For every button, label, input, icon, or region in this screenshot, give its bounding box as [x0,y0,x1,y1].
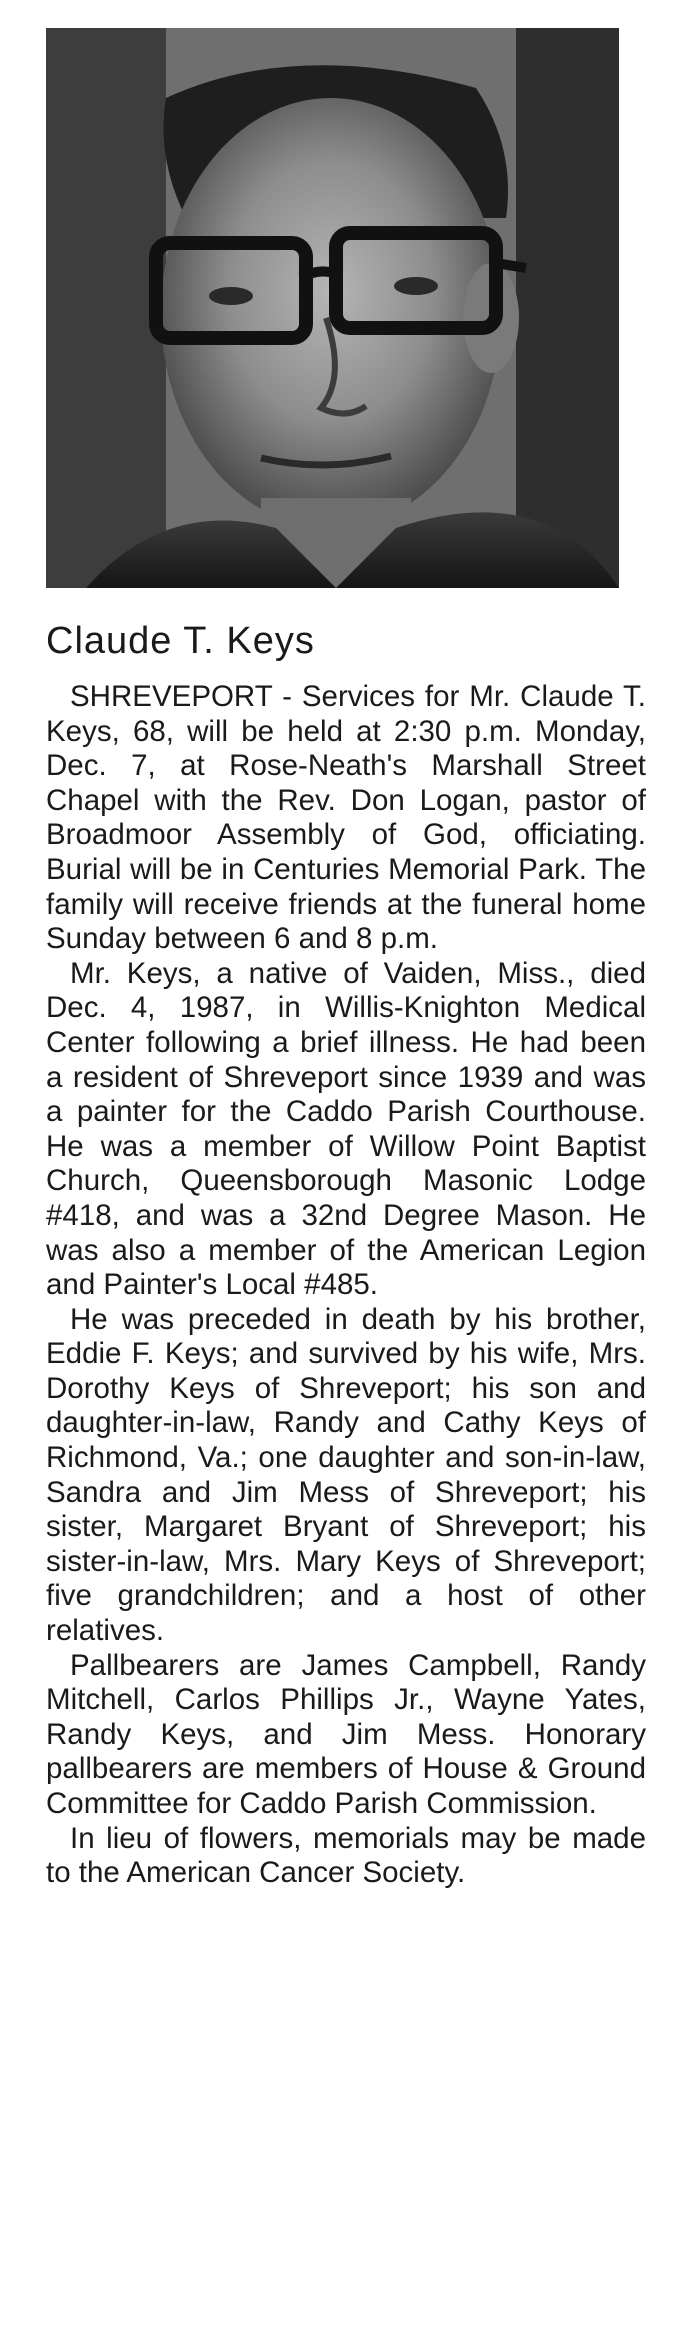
pallbearers-paragraph: Pallbearers are James Campbell, Randy Mitchell, Carlos Phillips Jr., Wayne Yates, Randy Keys, and Jim Mess. Honorary pallbearers are members of House & Ground Committee for Caddo Parish Commission. [46,1648,646,1820]
services-paragraph: SHREVEPORT - Services for Mr. Claude T. Keys, 68, will be held at 2:30 p.m. Monday, Dec. 7, at Rose-Neath's Marshall Street Chapel with the Rev. Don Logan, pastor of Broadmoor Assembly of God, officiating. Burial will be in Centuries Memorial Park. The family will receive friends at the funeral home Sunday between 6 and 8 p.m. [46,680,646,956]
portrait-photo [46,28,619,588]
portrait-illustration [46,28,619,588]
obituary-body [46,680,646,1891]
biography-paragraph: Mr. Keys, a native of Vaiden, Miss., died Dec. 4, 1987, in Willis-Knighton Medical Center following a brief illness. He had been a resident of Shreveport since 1939 and was a painter for the Caddo Parish Courthouse. He was a member of Willow Point Baptist Church, Queensborough Masonic Lodge #418, and was a 32nd Degree Mason. He was also a member of the American Legion and Painter's Local #485. [46,956,646,1302]
deceased-name: Claude T. Keys [46,620,315,662]
survivors-paragraph: He was preceded in death by his brother, Eddie F. Keys; and survived by his wife, Mrs. Dorothy Keys of Shreveport; his son and daughter-in-law, Randy and Cathy Keys of Richmond, Va.; one daughter and son-in-law, Sandra and Jim Mess of Shreveport; his sister, Margaret Bryant of Shreveport; his sister-in-law, Mrs. Mary Keys of Shreveport; five grandchildren; and a host of other relatives. [46,1302,646,1648]
memorials-paragraph: In lieu of flowers, memorials may be made to the American Cancer Society. [46,1821,646,1890]
